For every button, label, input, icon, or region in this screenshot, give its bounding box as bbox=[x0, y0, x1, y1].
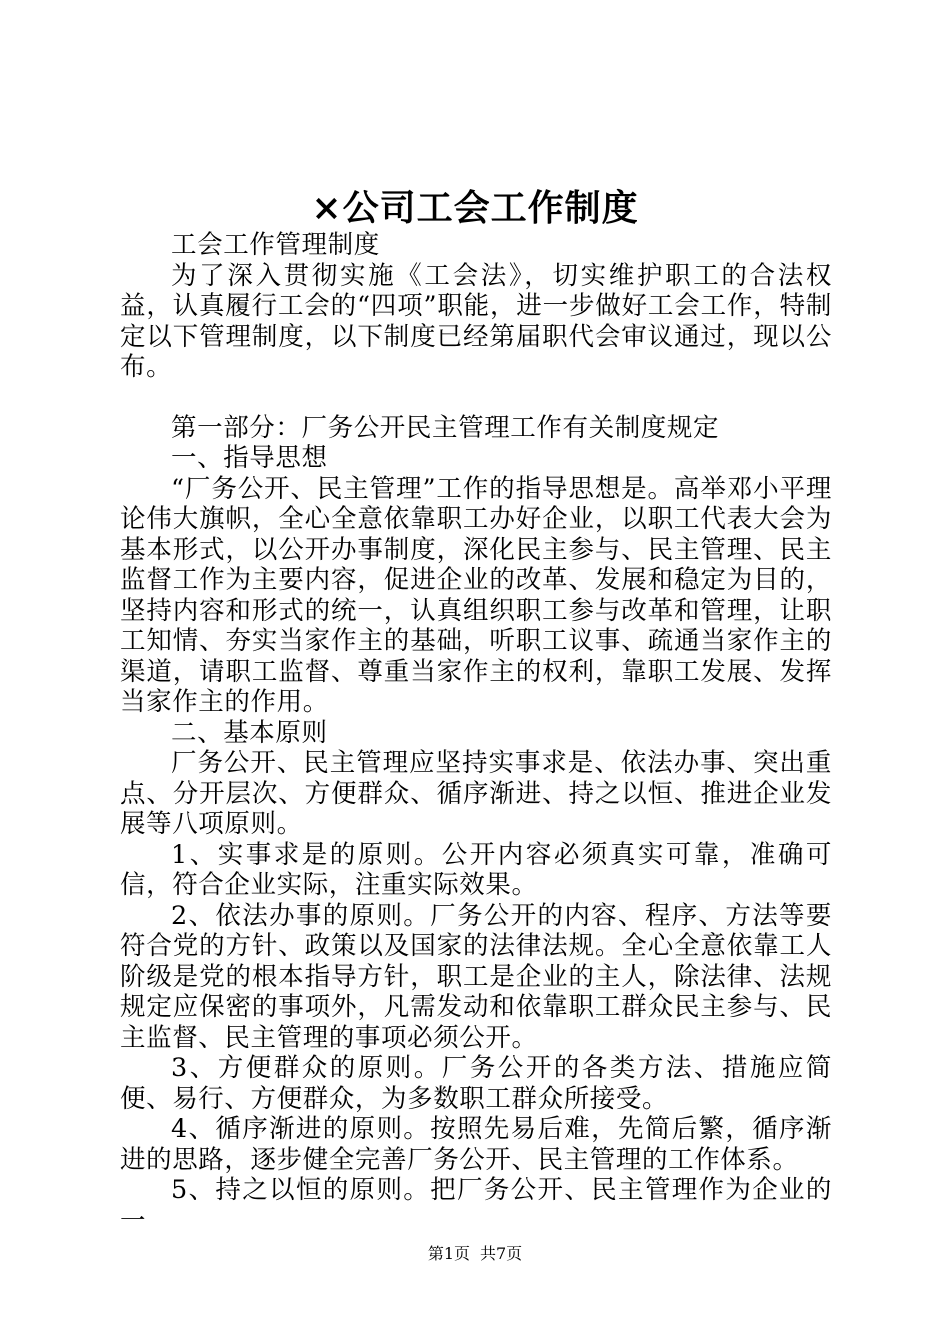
section-heading: 第一部分：厂务公开民主管理工作有关制度规定 bbox=[171, 412, 720, 443]
principle-item: 4、循序渐进的原则。按照先易后难，先简后繁，循序渐进的思路，逐步健全完善厂务公开、民主管理的工作体系。 bbox=[120, 1114, 832, 1175]
body-paragraph: 厂务公开、民主管理应坚持实事求是、依法办事、突出重点、分开层次、方便群众、循序渐进、持之以恒、推进企业发展等八项原则。 bbox=[120, 748, 832, 839]
document-title: ×公司工会工作制度 bbox=[311, 187, 639, 229]
page-number: 第1页 bbox=[427, 1244, 470, 1263]
principle-item: 5、持之以恒的原则。把厂务公开、民主管理作为企业的一 bbox=[120, 1175, 832, 1236]
intro-paragraph: 为了深入贯彻实施《工会法》，切实维护职工的合法权益，认真履行工会的“四项”职能，进一步做好工会工作，特制定以下管理制度，以下制度已经第届职代会审议通过，现以公布。 bbox=[120, 260, 832, 382]
page-total: 共7页 bbox=[480, 1244, 523, 1263]
subsection-heading: 一、指导思想 bbox=[171, 443, 328, 473]
principle-item: 3、方便群众的原则。厂务公开的各类方法、措施应简便、易行、方便群众，为多数职工群众所接受。 bbox=[120, 1053, 832, 1114]
subsection-heading: 二、基本原则 bbox=[171, 717, 328, 748]
document-body bbox=[120, 230, 832, 1236]
subtitle-paragraph: 工会工作管理制度 bbox=[171, 230, 380, 260]
body-paragraph: “厂务公开、民主管理”工作的指导思想是。高举邓小平理论伟大旗帜，全心全意依靠职工办好企业，以职工代表大会为基本形式，以公开办事制度，深化民主参与、民主管理、民主监督工作为主要内容，促进企业的改革、发展和稳定为目的，坚持内容和形式的统一，认真组织职工参与改革和管理，让职工知情、夯实当家作主的基础，听职工议事、疏通当家作主的渠道，请职工监督、尊重当家作主的权利，靠职工发展、发挥当家作主的作用。 bbox=[120, 473, 832, 717]
principle-item: 2、依法办事的原则。厂务公开的内容、程序、方法等要符合党的方针、政策以及国家的法律法规。全心全意依靠工人阶级是党的根本指导方针，职工是企业的主人，除法律、法规规定应保密的事项外，凡需发动和依靠职工群众民主参与、民主监督、民主管理的事项必须公开。 bbox=[120, 900, 832, 1053]
page-footer bbox=[0, 1242, 950, 1266]
principle-item: 1、实事求是的原则。公开内容必须真实可靠，准确可信，符合企业实际，注重实际效果。 bbox=[120, 839, 832, 900]
